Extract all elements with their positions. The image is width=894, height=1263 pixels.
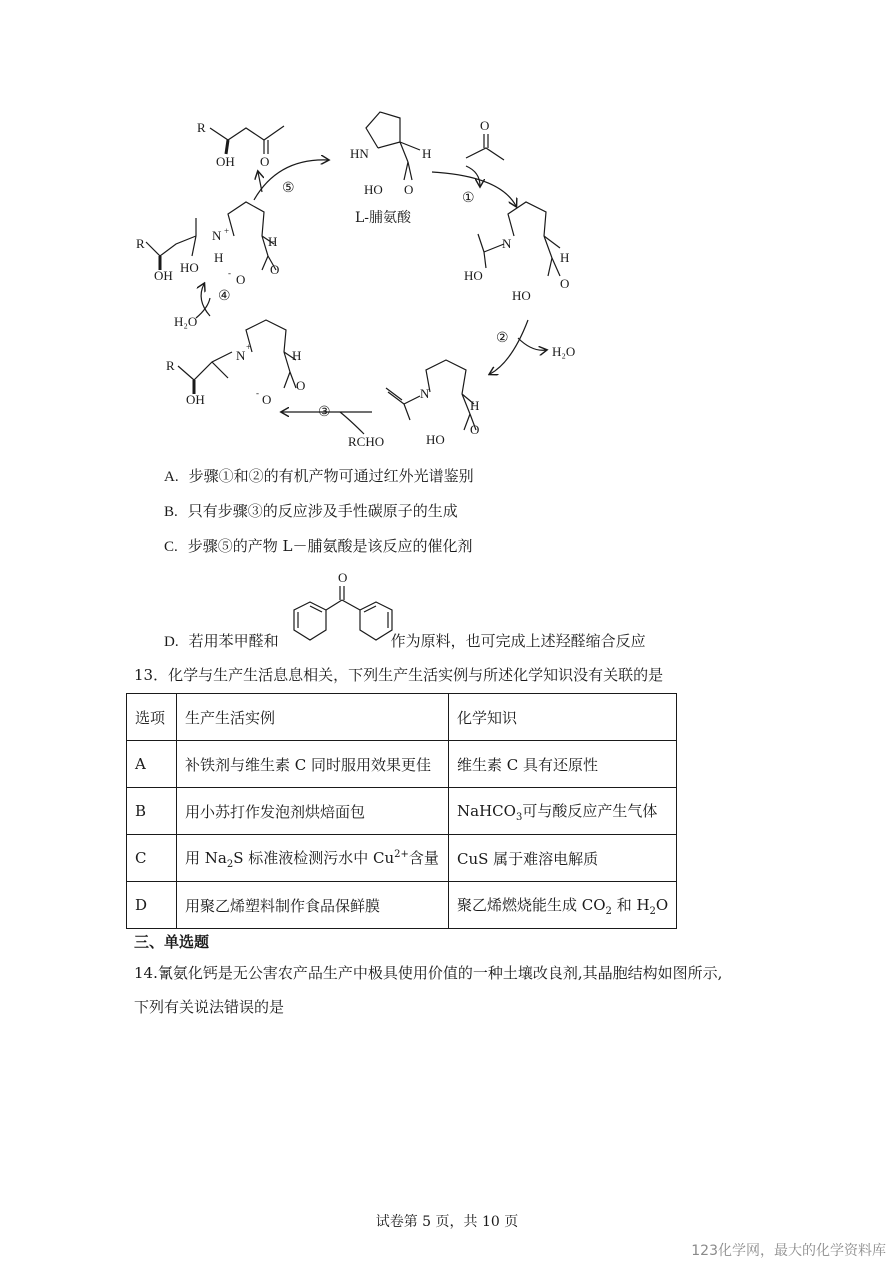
atom-label: O bbox=[338, 570, 348, 585]
atom-label: O bbox=[270, 262, 280, 277]
table-header-cell: 生产生活实例 bbox=[177, 694, 449, 741]
atom-label: O bbox=[480, 118, 490, 133]
atom-label: N bbox=[420, 386, 430, 401]
table-cell: B bbox=[127, 788, 177, 835]
atom-label: O bbox=[262, 392, 272, 407]
atom-label: OH bbox=[186, 392, 205, 407]
water-reagent: H₂O bbox=[174, 314, 198, 329]
charge-label: + bbox=[246, 342, 252, 352]
rcho-reagent: RCHO bbox=[348, 434, 385, 449]
hemiaminal-intermediate bbox=[464, 202, 569, 303]
l-proline-center bbox=[350, 112, 431, 226]
table-cell: D bbox=[127, 882, 177, 929]
table-row bbox=[127, 741, 677, 788]
step-4-label: ④ bbox=[218, 289, 231, 304]
atom-label: H bbox=[422, 146, 432, 161]
atom-label: O bbox=[560, 276, 570, 291]
table-cell: 用小苏打作发泡剂烘焙面包 bbox=[177, 788, 449, 835]
watermark: 123化学网，最大的化学资料库 bbox=[691, 1243, 886, 1259]
atom-label: OH bbox=[154, 268, 173, 283]
charge-label: - bbox=[256, 388, 259, 398]
option-label: B. bbox=[164, 504, 178, 520]
charge-label: - bbox=[228, 268, 231, 278]
table-cell bbox=[177, 835, 449, 882]
atom-label: HO bbox=[464, 268, 483, 283]
atom-label: O bbox=[404, 182, 414, 197]
option-label: C. bbox=[164, 539, 178, 555]
option-text: 作为原料，也可完成上述羟醛缩合反应 bbox=[390, 632, 646, 650]
table-cell: A bbox=[127, 741, 177, 788]
option-text: 步骤①和②的有机产物可通过红外光谱鉴别 bbox=[188, 467, 474, 485]
atom-label: R bbox=[136, 236, 145, 251]
option-text: 只有步骤③的反应涉及手性碳原子的生成 bbox=[187, 502, 458, 520]
atom-label: R bbox=[166, 358, 175, 373]
acetone-reagent bbox=[466, 118, 504, 160]
atom-label: R bbox=[197, 120, 206, 135]
atom-label: H bbox=[214, 250, 224, 265]
option-d[interactable] bbox=[164, 631, 646, 652]
step-3-label: ③ bbox=[318, 405, 331, 420]
cell-text: O bbox=[655, 895, 669, 914]
atom-label: O bbox=[296, 378, 306, 393]
atom-label: H bbox=[470, 398, 480, 413]
atom-label: N bbox=[502, 236, 512, 251]
knowledge-table bbox=[126, 693, 677, 929]
cell-text: 用 Na bbox=[185, 848, 227, 867]
cell-text: S 标准液检测污水中 Cu bbox=[233, 848, 395, 867]
atom-label: HO bbox=[512, 288, 531, 303]
formula-subscript: 2 bbox=[605, 905, 612, 917]
option-text: 步骤⑤的产物 L－脯氨酸是该反应的催化剂 bbox=[187, 537, 473, 555]
atom-label: O bbox=[260, 154, 270, 169]
formula-subscript: 2 bbox=[226, 858, 234, 870]
atom-label: HN bbox=[350, 146, 369, 161]
table-cell: CuS 属于难溶电解质 bbox=[449, 835, 677, 882]
charge-label: + bbox=[224, 226, 230, 236]
center-label: L-脯氨酸 bbox=[355, 210, 412, 226]
hydrated-adduct bbox=[136, 202, 279, 287]
table-cell: 用聚乙烯塑料制作食品保鲜膜 bbox=[177, 882, 449, 929]
table-cell: 维生素 C 具有还原性 bbox=[449, 741, 677, 788]
catalytic-cycle-diagram bbox=[0, 0, 894, 470]
formula-superscript: 2+ bbox=[394, 848, 409, 860]
step-2-label: ② bbox=[496, 331, 509, 346]
aldol-product bbox=[197, 120, 284, 169]
table-row bbox=[127, 882, 677, 929]
option-a[interactable] bbox=[164, 466, 474, 487]
atom-label: H bbox=[560, 250, 570, 265]
option-b[interactable] bbox=[164, 501, 458, 522]
atom-label: H bbox=[268, 234, 278, 249]
atom-label: OH bbox=[216, 154, 235, 169]
atom-label: HO bbox=[180, 260, 199, 275]
question-14-line1: 14.氰氨化钙是无公害农产品生产中极具使用价值的一种土壤改良剂,其晶胞结构如图所示, bbox=[134, 964, 723, 982]
page-footer: 试卷第 5 页，共 10 页 bbox=[375, 1214, 519, 1230]
table-cell: 补铁剂与维生素 C 同时服用效果更佳 bbox=[177, 741, 449, 788]
atom-label: O bbox=[470, 422, 480, 437]
atom-label: H bbox=[292, 348, 302, 363]
atom-label: N bbox=[236, 348, 246, 363]
table-cell: C bbox=[127, 835, 177, 882]
iminium-adduct bbox=[166, 320, 305, 407]
cell-text: 聚乙烯燃烧能生成 CO bbox=[457, 895, 606, 914]
formula-subscript: 2 bbox=[649, 905, 656, 917]
cell-text: 可与酸反应产生气体 bbox=[522, 801, 658, 820]
option-c[interactable] bbox=[164, 536, 473, 557]
option-label: A. bbox=[164, 469, 179, 485]
cycle-arrows bbox=[174, 160, 575, 449]
formula-subscript: 3 bbox=[515, 811, 523, 823]
table-header-row bbox=[127, 694, 677, 741]
table-cell bbox=[449, 882, 677, 929]
atom-label: O bbox=[236, 272, 246, 287]
table-header-cell: 选项 bbox=[127, 694, 177, 741]
question-14-line2: 下列有关说法错误的是 bbox=[134, 998, 285, 1016]
atom-label: N bbox=[212, 228, 222, 243]
table-row bbox=[127, 835, 677, 882]
step-5-label: ⑤ bbox=[282, 181, 295, 196]
atom-label: HO bbox=[426, 432, 445, 447]
formula-text: NaHCO bbox=[457, 801, 516, 820]
table-header-cell: 化学知识 bbox=[449, 694, 677, 741]
enamine-intermediate bbox=[386, 360, 479, 447]
cell-text: 含量 bbox=[408, 848, 439, 867]
cell-text: 和 H bbox=[611, 895, 650, 914]
option-text: 若用苯甲醛和 bbox=[188, 632, 279, 650]
table-cell bbox=[449, 788, 677, 835]
question-13-stem: 13．化学与生产生活息息相关，下列生产生活实例与所述化学知识没有关联的是 bbox=[134, 666, 664, 684]
option-label: D. bbox=[164, 634, 179, 650]
table-row bbox=[127, 788, 677, 835]
atom-label: HO bbox=[364, 182, 383, 197]
section-heading: 三、单选题 bbox=[134, 933, 210, 951]
step-1-label: ① bbox=[462, 191, 475, 206]
water-product: H₂O bbox=[552, 344, 576, 359]
